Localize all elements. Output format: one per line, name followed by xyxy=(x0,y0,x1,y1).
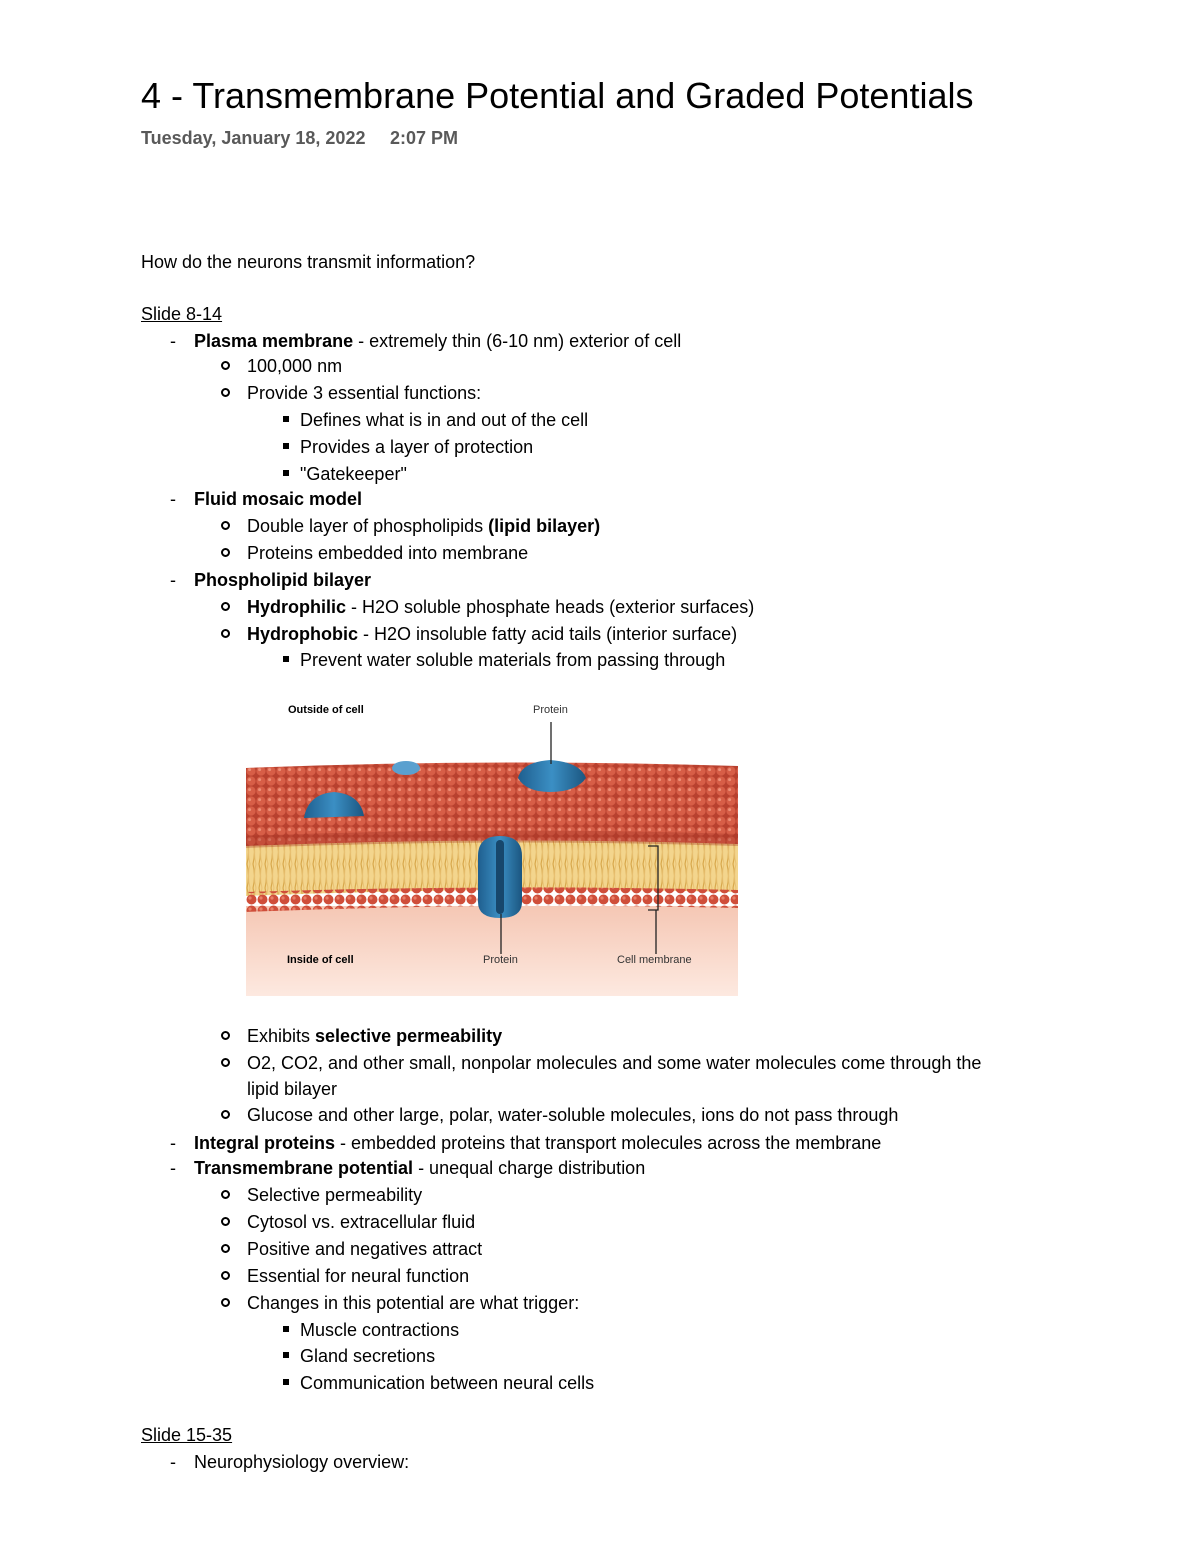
circle-bullet-icon xyxy=(221,1217,230,1226)
list-item: Essential for neural function xyxy=(247,1266,470,1286)
list-item-continuation: lipid bilayer xyxy=(247,1079,338,1099)
cell-membrane-illustration xyxy=(246,696,738,996)
list-item: Selective permeability xyxy=(247,1185,423,1205)
list-item: Double layer of phospholipids (lipid bilayer) xyxy=(247,516,601,536)
square-bullet-icon xyxy=(283,416,289,422)
list-item: Communication between neural cells xyxy=(300,1373,595,1393)
list-item: Exhibits selective permeability xyxy=(247,1026,503,1046)
square-bullet-icon xyxy=(283,470,289,476)
list-item: Positive and negatives attract xyxy=(247,1239,483,1259)
cell-membrane-figure xyxy=(246,696,738,996)
circle-bullet-icon xyxy=(221,388,230,397)
square-bullet-icon xyxy=(283,1352,289,1358)
section-heading-slide-15-35: Slide 15-35 xyxy=(141,1425,233,1445)
circle-bullet-icon xyxy=(221,1190,230,1199)
list-item: Cytosol vs. extracellular fluid xyxy=(247,1212,476,1232)
page-title: 4 - Transmembrane Potential and Graded Potentials xyxy=(141,75,974,116)
list-item: Defines what is in and out of the cell xyxy=(300,410,589,430)
dash-bullet: - xyxy=(170,1133,176,1153)
square-bullet-icon xyxy=(283,443,289,449)
list-item: Changes in this potential are what trigger: xyxy=(247,1293,580,1313)
section-heading-slide-8-14: Slide 8-14 xyxy=(141,304,223,324)
transmembrane-potential-item: Transmembrane potential - unequal charge distribution xyxy=(194,1158,646,1178)
note-time: 2:07 PM xyxy=(390,128,459,148)
figure-label-inside: Inside of cell xyxy=(287,954,354,966)
dash-bullet: - xyxy=(170,1452,176,1472)
list-item: 100,000 nm xyxy=(247,356,343,376)
list-item: Provide 3 essential functions: xyxy=(247,383,482,403)
figure-label-cell-membrane: Cell membrane xyxy=(617,954,692,966)
note-date: Tuesday, January 18, 2022 xyxy=(141,128,366,148)
list-item: Gland secretions xyxy=(300,1346,436,1366)
dash-bullet: - xyxy=(170,1158,176,1178)
circle-bullet-icon xyxy=(221,1298,230,1307)
list-item: Hydrophobic - H2O insoluble fatty acid tails (interior surface) xyxy=(247,624,738,644)
figure-label-protein-bottom: Protein xyxy=(483,954,518,966)
dash-bullet: - xyxy=(170,331,176,351)
circle-bullet-icon xyxy=(221,1271,230,1280)
phospholipid-item: Phospholipid bilayer xyxy=(194,570,372,590)
circle-bullet-icon xyxy=(221,521,230,530)
list-item: Glucose and other large, polar, water-soluble molecules, ions do not pass through xyxy=(247,1105,899,1125)
list-item: Hydrophilic - H2O soluble phosphate heads (exterior surfaces) xyxy=(247,597,755,617)
dash-bullet: - xyxy=(170,570,176,590)
plasma-membrane-item: Plasma membrane - extremely thin (6-10 nm) exterior of cell xyxy=(194,331,682,351)
circle-bullet-icon xyxy=(221,1244,230,1253)
square-bullet-icon xyxy=(283,656,289,662)
fluid-mosaic-item: Fluid mosaic model xyxy=(194,489,363,509)
list-item: O2, CO2, and other small, nonpolar molecules and some water molecules come through the xyxy=(247,1053,982,1073)
question-text: How do the neurons transmit information? xyxy=(141,252,476,272)
integral-proteins-item: Integral proteins - embedded proteins that transport molecules across the membrane xyxy=(194,1133,882,1153)
list-item: Provides a layer of protection xyxy=(300,437,534,457)
circle-bullet-icon xyxy=(221,629,230,638)
circle-bullet-icon xyxy=(221,1031,230,1040)
dash-bullet: - xyxy=(170,489,176,509)
list-item: "Gatekeeper" xyxy=(300,464,407,484)
list-item: Neurophysiology overview: xyxy=(194,1452,410,1472)
square-bullet-icon xyxy=(283,1326,289,1332)
circle-bullet-icon xyxy=(221,548,230,557)
circle-bullet-icon xyxy=(221,602,230,611)
square-bullet-icon xyxy=(283,1379,289,1385)
list-item: Muscle contractions xyxy=(300,1320,460,1340)
circle-bullet-icon xyxy=(221,1110,230,1119)
circle-bullet-icon xyxy=(221,361,230,370)
list-item: Proteins embedded into membrane xyxy=(247,543,529,563)
figure-label-protein-top: Protein xyxy=(533,704,568,716)
figure-label-outside: Outside of cell xyxy=(288,704,364,716)
circle-bullet-icon xyxy=(221,1058,230,1067)
list-item: Prevent water soluble materials from passing through xyxy=(300,650,726,670)
